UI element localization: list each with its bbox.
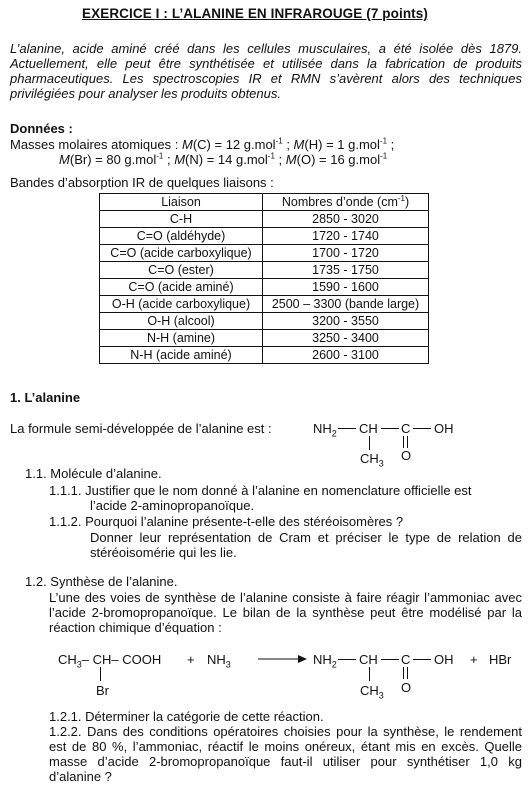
question-1-1-1-cont: l’acide 2-aminopropanoïque. <box>90 498 255 513</box>
formula-label: La formule semi-développée de l’alanine est : <box>10 421 272 436</box>
table-header: Nombres d’onde $(cm^{-1})$ <box>263 194 429 211</box>
table-row: C=O (ester) 1735 - 1750 <box>100 262 429 279</box>
molar-masses-line-2: M(Br) = 80 g.mol$^{-1}$ ; M(N) = 14 g.mol$^{-1}$ ; M(O) = 16 g.mol$^{-1}$ <box>59 151 388 167</box>
table-row: N-H (amine) 3250 - 3400 <box>100 330 429 347</box>
table-row: N-H (acide aminé) 2600 - 3100 <box>100 347 429 364</box>
table-header: Liaison <box>100 194 263 211</box>
section-1-1-title: 1.1. Molécule d’alanine. <box>25 466 162 481</box>
molar-masses-line-1: Masses molaires atomiques : M(C) = 12 g.mol$^{-1}$ ; M(H) = 1 g.mol$^{-1}$ ; <box>10 136 395 152</box>
ir-table <box>99 193 429 364</box>
table-row: O-H (acide carboxylique) 2500 – 3300 (bande large) <box>100 296 429 313</box>
question-1-2-1: 1.2.1. Déterminer la catégorie de cette réaction. <box>49 709 324 724</box>
question-1-2-2: 1.2.2. Dans des conditions opératoires choisies pour la synthèse, le rendement est de 80 %, l’ammoniac, réactif le moins onéreux, étant mis en excès. Quelle masse d’acide 2-bromopropanoïque faut-il utiliser pour synthétiser 1,0 kg d’alanine ? <box>49 724 522 784</box>
exercise-title: EXERCICE I : L’ALANINE EN INFRAROUGE (7 points) <box>82 6 428 21</box>
table-header-row <box>100 194 429 211</box>
question-1-1-2: 1.1.2. Pourquoi l’alanine présente-t-elle des stéréoisomères ? <box>49 514 404 529</box>
table-row: O-H (alcool) 3200 - 3550 <box>100 313 429 330</box>
table-row: C-H 2850 - 3020 <box>100 211 429 228</box>
molar-masses-label: Masses molaires atomiques : <box>10 137 179 152</box>
intro-paragraph: L’alanine, acide aminé créé dans les cellules musculaires, a été isolée dès 1879. Actuellement, elle peut être synthétisée et utilisée dans la fabrication de produits pharmaceutiques. Les spectroscopies IR et RMN s’avèrent alors des techniques privilégiées pour analyser les produits obtenus. <box>10 41 522 101</box>
question-1-1-2-cont: Donner leur représentation de Cram et préciser le type de relation de stéréoisomérie qui les lie. <box>90 530 522 560</box>
table-row: C=O (acide carboxylique) 1700 - 1720 <box>100 245 429 262</box>
table-row: C=O (aldéhyde) 1720 - 1740 <box>100 228 429 245</box>
section-1-2-title: 1.2. Synthèse de l’alanine. <box>25 574 178 589</box>
table-row: C=O (acide aminé) 1590 - 1600 <box>100 279 429 296</box>
section-1-2-text: L’une des voies de synthèse de l’alanine consiste à faire réagir l’ammoniac avec l’acide 2-bromopropanoïque. Le bilan de la synthèse peut être modélisé par la réaction chimique d’équation : <box>49 590 522 635</box>
part1-heading: 1. L’alanine <box>10 390 81 405</box>
ir-bands-label: Bandes d’absorption IR de quelques liaisons : <box>10 175 274 190</box>
donnees-heading: Données : <box>10 121 73 136</box>
reaction-arrow <box>258 652 308 666</box>
question-1-1-1: 1.1.1. Justifier que le nom donné à l’alanine en nomenclature officielle est <box>49 483 472 498</box>
